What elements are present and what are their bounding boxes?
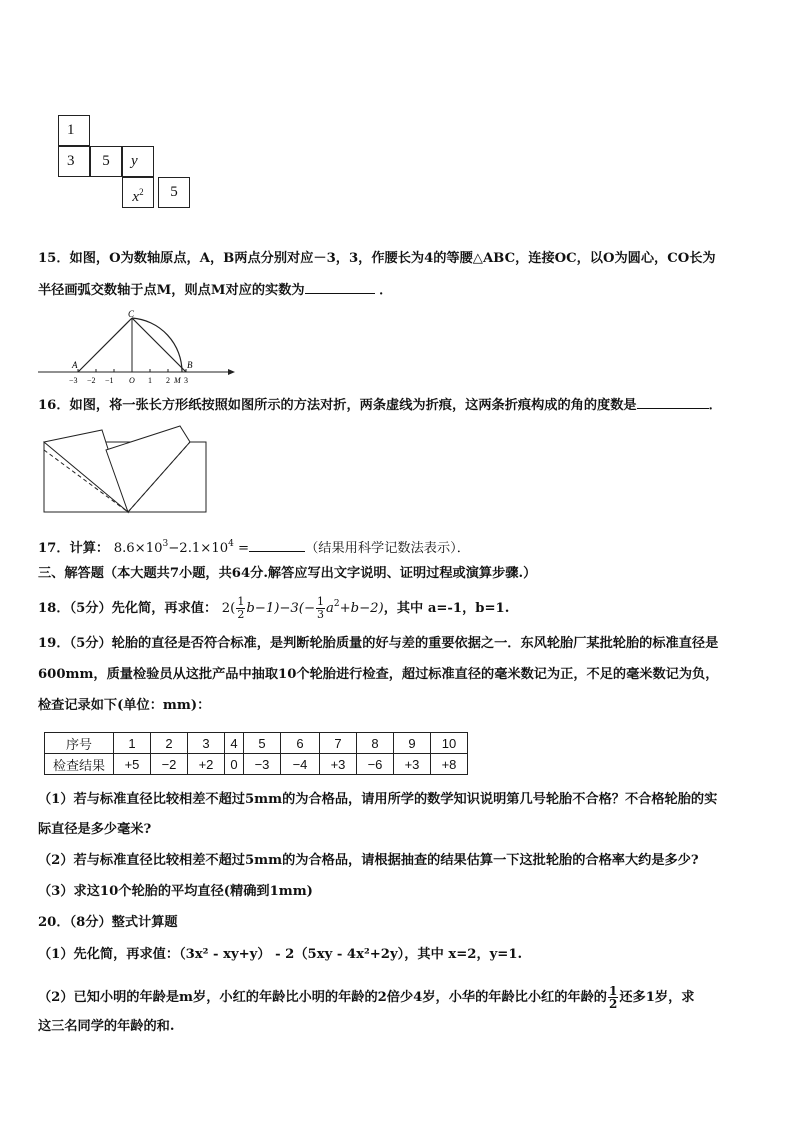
- question-20-part2-line1: [38, 985, 694, 1010]
- question-18-end: ，其中 a=-1，b=1.: [383, 601, 510, 616]
- inspection-record-table: [44, 732, 468, 775]
- net-cell: 5: [158, 177, 190, 208]
- net-cell: 5: [90, 146, 122, 177]
- label-b: B: [187, 360, 193, 370]
- net-cell-x-squared: $x^2$: [122, 177, 154, 208]
- question-20-part2-line2: 这三名同学的年龄的和.: [38, 1019, 175, 1034]
- question-17-end: （结果用科学记数法表示）．: [305, 541, 470, 556]
- table-cell: 6: [281, 733, 320, 754]
- table-cell: −4: [281, 754, 320, 775]
- exponent: 2: [333, 599, 340, 609]
- label-a: A: [72, 360, 78, 370]
- table-cell: −6: [357, 754, 394, 775]
- fraction: [608, 985, 618, 1010]
- fraction-numerator: 1: [237, 595, 245, 608]
- tick-label: 3: [184, 376, 188, 385]
- fraction-numerator: 1: [608, 984, 618, 998]
- question-19-part3: （3）求这10个轮胎的平均直径(精确到1mm): [38, 884, 313, 899]
- section-3-heading: 三、解答题（本大题共7小题，共64分.解答应写出文字说明、证明过程或演算步骤.）: [38, 566, 537, 581]
- table-cell: 0: [225, 754, 244, 775]
- side-ac: [78, 318, 132, 372]
- fraction: [236, 596, 245, 621]
- question-16-text: 16．如图，将一张长方形纸按照如图所示的方法对折，两条虚线为折痕，这两条折痕构成的角的度数是: [38, 398, 637, 413]
- table-cell: 5: [244, 733, 281, 754]
- question-20-part1: （1）先化简，再求值：（3x² - xy+y） - 2（5xy - 4x²+2y），其中 x=2，y=1.: [38, 947, 523, 962]
- tick-label: O: [129, 376, 135, 385]
- question-20-part2-text: 还多1岁，求: [619, 990, 695, 1005]
- question-18-expression: [221, 595, 384, 621]
- answer-blank: [637, 396, 709, 409]
- table-cell: 1: [114, 733, 151, 754]
- exponent: 4: [228, 539, 234, 549]
- expr-part: −2.1×10: [168, 541, 229, 556]
- expr-part: b−1)−3(−: [246, 601, 315, 616]
- question-19-line1: 19．（5分）轮胎的直径是否符合标准，是判断轮胎质量的好与差的重要依据之一．东风轮胎厂某批轮胎的标准直径是: [38, 636, 719, 651]
- question-18-text: 18．（5分）先化简，再求值：: [38, 601, 218, 616]
- side-cb: [132, 318, 186, 372]
- question-17: [38, 536, 470, 557]
- tick-label: M: [174, 376, 181, 385]
- table-row: [45, 754, 468, 775]
- fraction-denominator: 3: [317, 608, 324, 621]
- expr-part: +b−2): [339, 601, 384, 616]
- table-header-cell: 序号: [45, 733, 114, 754]
- question-20-part2-text: （2）已知小明的年龄是m岁，小红的年龄比小明的年龄的2倍少4岁，小华的年龄比小红的年龄的: [38, 990, 607, 1005]
- table-cell: +5: [114, 754, 151, 775]
- question-20-title: 20．（8分）整式计算题: [38, 915, 178, 930]
- table-cell: +3: [394, 754, 431, 775]
- table-cell: 10: [431, 733, 468, 754]
- net-cell: 1: [58, 115, 90, 146]
- question-19-line2: 600mm，质量检验员从这批产品中抽取10个轮胎进行检查，超过标准直径的毫米数记为正，不足的毫米数记为负，: [38, 667, 719, 682]
- number-line-figure: [36, 308, 236, 388]
- question-19-part1-line2: 际直径是多少毫米?: [38, 822, 152, 837]
- net-cell: y: [122, 146, 154, 177]
- question-19-part2: （2）若与标准直径比较相差不超过5mm的为合格品，请根据抽查的结果估算一下这批轮胎的合格率大约是多少?: [38, 853, 699, 868]
- question-19-part1-line1: （1）若与标准直径比较相差不超过5mm的为合格品，请用所学的数学知识说明第几号轮胎不合格？不合格轮胎的实: [38, 792, 718, 807]
- question-16-end: ．: [708, 398, 722, 413]
- tick-label: −1: [105, 376, 114, 385]
- expr-part: 2(: [221, 601, 236, 616]
- tick-label: 2: [166, 376, 170, 385]
- table-header-cell: 检查结果: [45, 754, 114, 775]
- table-cell: +8: [431, 754, 468, 775]
- table-cell: −2: [151, 754, 188, 775]
- question-15-line1: 15．如图，O为数轴原点，A，B两点分别对应－3，3，作腰长为4的等腰△ABC，连接OC，以O为圆心，CO长为: [38, 251, 716, 266]
- tick-label: 1: [148, 376, 152, 385]
- table-cell: 9: [394, 733, 431, 754]
- question-15-end: ．: [379, 283, 393, 298]
- question-15-text: 半径画弧交数轴于点M，则点M对应的实数为: [38, 283, 305, 298]
- table-row: [45, 733, 468, 754]
- table-cell: +3: [320, 754, 357, 775]
- fraction: [316, 596, 325, 621]
- fraction-denominator: 2: [608, 997, 618, 1011]
- fraction-numerator: 1: [317, 595, 324, 608]
- question-19-line3: 检查记录如下(单位：mm)：: [38, 698, 211, 713]
- label-c: C: [128, 309, 135, 319]
- table-cell: 2: [151, 733, 188, 754]
- question-17-text: 17．计算：: [38, 541, 110, 556]
- table-cell: 4: [225, 733, 244, 754]
- expr-part: a: [326, 601, 334, 616]
- tick-label: −2: [87, 376, 96, 385]
- exponent: 3: [162, 539, 169, 549]
- tick-label: −3: [69, 376, 78, 385]
- table-cell: −3: [244, 754, 281, 775]
- question-18: [38, 596, 509, 621]
- fraction-denominator: 2: [237, 608, 245, 621]
- table-cell: +2: [188, 754, 225, 775]
- answer-blank: [249, 539, 305, 552]
- answer-blank: [305, 281, 375, 294]
- question-17-expression: [114, 541, 249, 556]
- question-15-line2: [38, 281, 392, 299]
- table-cell: 8: [357, 733, 394, 754]
- folded-paper-figure: [40, 424, 210, 516]
- table-cell: 7: [320, 733, 357, 754]
- table-cell: 3: [188, 733, 225, 754]
- axis-arrow: [228, 369, 235, 375]
- question-16: [38, 396, 722, 414]
- equals-sign: =: [238, 541, 250, 556]
- expr-part: 8.6×10: [113, 541, 163, 556]
- net-cell: 3: [58, 146, 90, 177]
